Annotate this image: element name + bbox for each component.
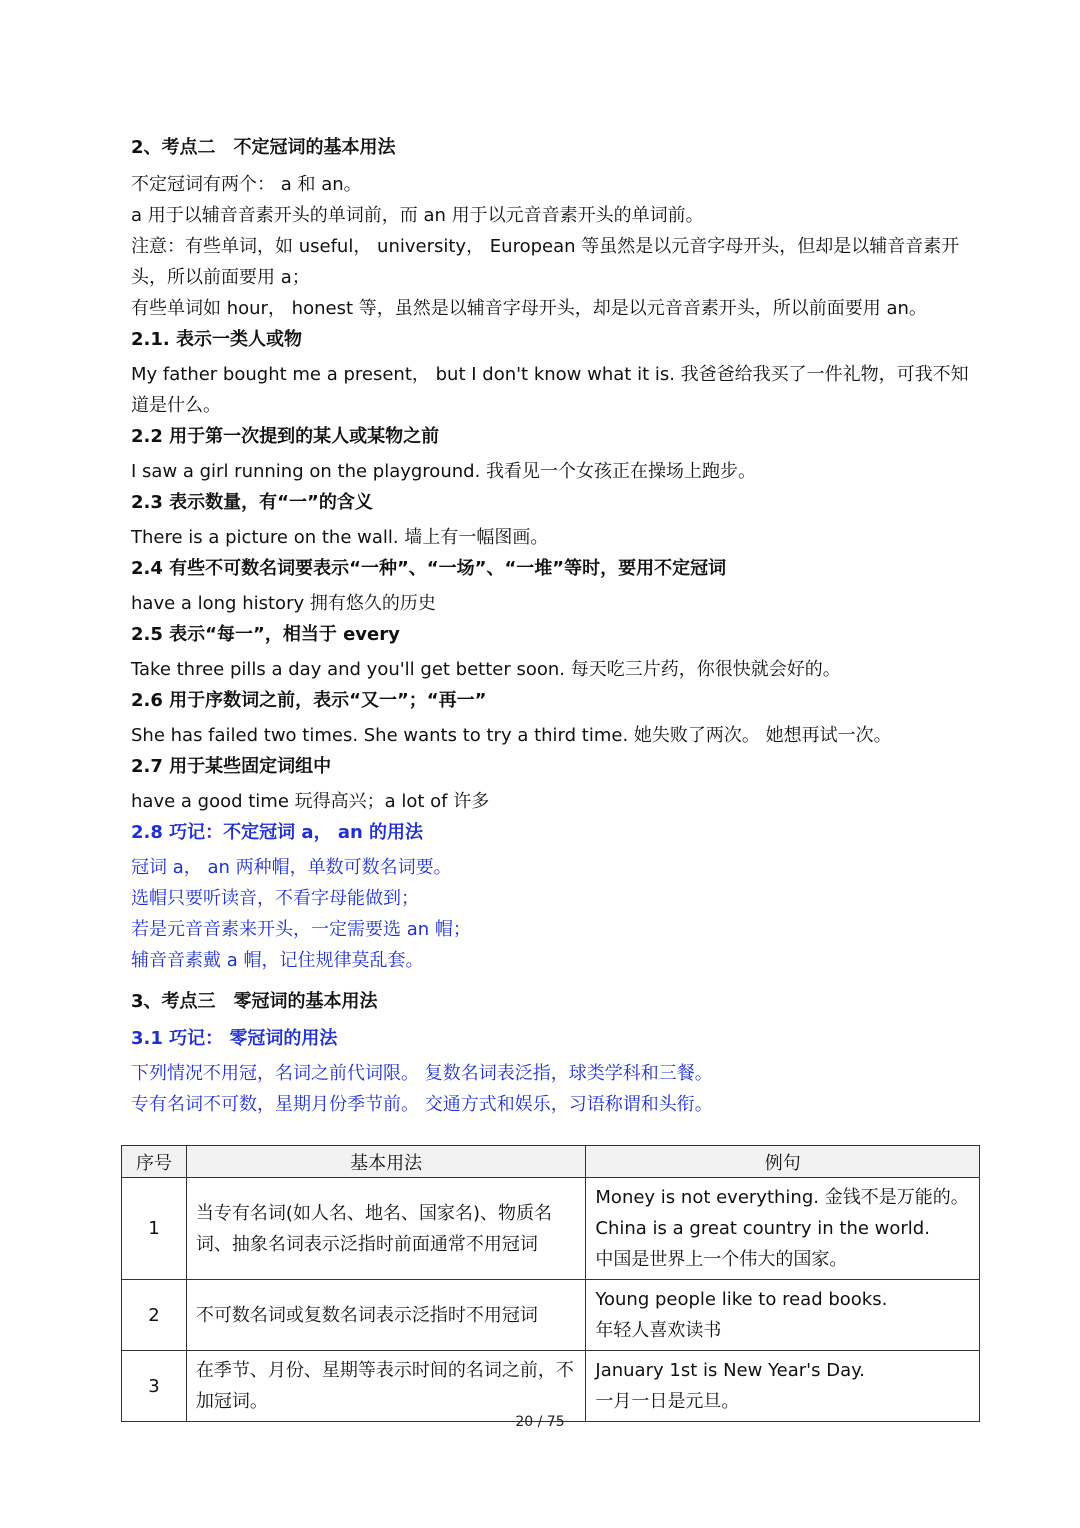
- example-cell: [586, 1280, 980, 1351]
- example-line: Money is not everything. 金钱不是万能的。: [595, 1187, 969, 1208]
- item-example-2-7: have a good time 玩得高兴；a lot of 许多: [131, 791, 490, 812]
- intro-line: 注意：有些单词，如 useful， university， European 等虽然是以元音字母开头，但却是以辅音音素开头，所以前面要用 a；: [131, 236, 960, 288]
- mnemonic-line: 冠词 a， an 两种帽，单数可数名词要。: [131, 857, 452, 878]
- table-row: [122, 1351, 980, 1422]
- intro-line: a 用于以辅音音素开头的单词前，而 an 用于以元音音素开头的单词前。: [131, 205, 704, 226]
- item-title-2-6: 2.6 用于序数词之前，表示“又一”；“再一”: [131, 690, 487, 711]
- intro-line: 有些单词如 hour， honest 等，虽然是以辅音字母开头，却是以元音音素开头，所以前面要用 an。: [131, 298, 927, 319]
- example-line: Young people like to read books.: [595, 1289, 888, 1310]
- mnemonic-line: 辅音音素戴 a 帽，记住规律莫乱套。: [131, 950, 424, 971]
- item-title-2-3: 2.3 表示数量，有“一”的含义: [131, 492, 373, 513]
- item-example-2-1: My father bought me a present， but I don't know what it is. 我爸爸给我买了一件礼物，可我不知道是什么。: [131, 364, 969, 416]
- mnemonic-2-8-title: 2.8 巧记：不定冠词 a， an 的用法: [131, 822, 424, 843]
- section-3-heading: 3、考点三 零冠词的基本用法: [131, 991, 378, 1012]
- item-example-2-3: There is a picture on the wall. 墙上有一幅图画。: [131, 527, 549, 548]
- usage-cell: 不可数名词或复数名词表示泛指时不用冠词: [186, 1280, 585, 1351]
- table-row: [122, 1280, 980, 1351]
- example-cell: [586, 1178, 980, 1280]
- item-example-2-4: have a long history 拥有悠久的历史: [131, 593, 436, 614]
- column-header: 例句: [586, 1146, 980, 1178]
- example-line: 中国是世界上一个伟大的国家。: [595, 1249, 848, 1270]
- usage-cell: 在季节、月份、星期等表示时间的名词之前，不加冠词。: [186, 1351, 585, 1422]
- example-line: January 1st is New Year's Day.: [595, 1360, 865, 1381]
- zero-article-table: [121, 1145, 980, 1422]
- example-cell: [586, 1351, 980, 1422]
- mnemonic-line: 专有名词不可数，星期月份季节前。 交通方式和娱乐，习语称谓和头衔。: [131, 1094, 713, 1115]
- table-row: [122, 1178, 980, 1280]
- section-2-heading: 2、考点二 不定冠词的基本用法: [131, 137, 396, 158]
- example-line: China is a great country in the world.: [595, 1218, 930, 1239]
- mnemonic-line: 下列情况不用冠，名词之前代词限。 复数名词表泛指，球类学科和三餐。: [131, 1063, 713, 1084]
- example-line: 一月一日是元旦。: [595, 1391, 740, 1412]
- example-line: 年轻人喜欢读书: [595, 1320, 722, 1341]
- row-number: 1: [122, 1178, 187, 1280]
- row-number: 3: [122, 1351, 187, 1422]
- item-title-2-7: 2.7 用于某些固定词组中: [131, 756, 332, 777]
- item-title-2-2: 2.2 用于第一次提到的某人或某物之前: [131, 426, 440, 447]
- item-example-2-6: She has failed two times. She wants to try a third time. 她失败了两次。 她想再试一次。: [131, 725, 892, 746]
- column-header: 基本用法: [186, 1146, 585, 1178]
- column-header: 序号: [122, 1146, 187, 1178]
- page-number: 20 / 75: [515, 1414, 565, 1430]
- item-example-2-2: I saw a girl running on the playground. 我看见一个女孩正在操场上跑步。: [131, 461, 757, 482]
- mnemonic-3-1-title: 3.1 巧记： 零冠词的用法: [131, 1028, 338, 1049]
- item-example-2-5: Take three pills a day and you'll get better soon. 每天吃三片药，你很快就会好的。: [131, 659, 841, 680]
- row-number: 2: [122, 1280, 187, 1351]
- intro-line: 不定冠词有两个： a 和 an。: [131, 174, 362, 195]
- usage-cell: 当专有名词(如人名、地名、国家名)、物质名词、抽象名词表示泛指时前面通常不用冠词: [186, 1178, 585, 1280]
- item-title-2-1: 2.1. 表示一类人或物: [131, 329, 302, 350]
- item-title-2-4: 2.4 有些不可数名词要表示“一种”、“一场”、“一堆”等时，要用不定冠词: [131, 558, 727, 579]
- item-title-2-5: 2.5 表示“每一”，相当于 every: [131, 624, 400, 645]
- document-body: [131, 130, 981, 1120]
- mnemonic-line: 选帽只要听读音，不看字母能做到；: [131, 888, 419, 909]
- table-header-row: [122, 1146, 980, 1178]
- mnemonic-line: 若是元音音素来开头，一定需要选 an 帽；: [131, 919, 471, 940]
